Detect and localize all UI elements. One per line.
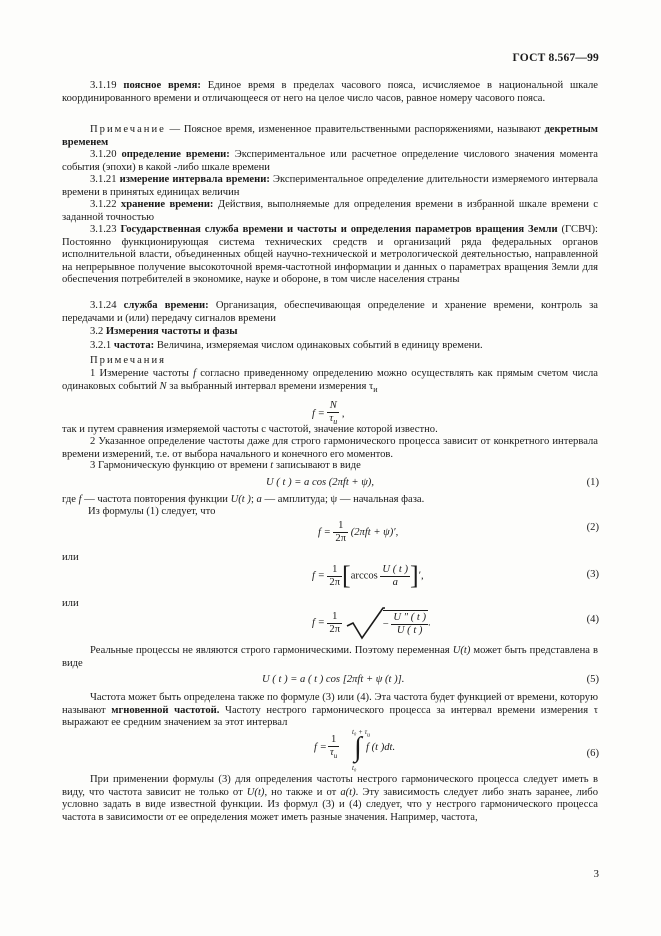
formula-1-number: (1) (586, 477, 599, 488)
clause-text: Величина, измеряемая числом одинаковых событий в единицу времени. (154, 340, 483, 351)
note-label: Примечание (90, 124, 166, 135)
notes-label: Примечания (90, 355, 166, 366)
symbol-f: f (193, 368, 197, 379)
clause-text: Экспериментальное или расчетное определение числового значения момента события (эпохи) в какой -либо шкале времени (62, 149, 598, 173)
section-number: 3.2 (90, 326, 104, 337)
clause-number: 3.1.22 (90, 199, 117, 210)
formula-3: f = $\frac{1}{2\pi}$ [arccos $\frac{U ( t )}{a}$ ]′, (312, 561, 424, 590)
clause-term: частота: (113, 340, 155, 351)
note-2: 2 Указанное определение частоты даже для строго гармонического процесса зависит от конкретного интервала времени измерений, т.е. от выбора начального и конечного его моментов. (62, 436, 598, 460)
section-3-2 (62, 326, 598, 339)
clause-text: (ГСВЧ): Постоянно функционирующая система технических средств и организаций ряда федеральных органов исполнительной власти, объединенных общей научно-технической и метрологической деятельностью, направленной на непрерывное получение высокоточной время-частотной информации и данных о параметрах вращения Земли для обеспечения потребителей в экономике, науке и обороне, в том числе населения страны (62, 224, 599, 286)
clause-term: определение времени: (121, 149, 230, 160)
clause-number: 3.2.1 (90, 340, 112, 351)
clause-3-1-24 (62, 300, 598, 325)
symbol-n: N (159, 380, 167, 392)
formula-2: f = $\frac{1}{2\pi}$ (2πft + ψ)′, (318, 520, 399, 544)
formula-5: U ( t ) = a ( t ) cos [2πft + ψ (t )]. (262, 674, 405, 685)
formula-1-legend: где f — частота повторения функции U(t ); a — амплитуда; ψ — начальная фаза. (62, 494, 425, 505)
clause-text: Действия, выполняемые для определения времени в избранной шкале времени с заданной точностью (62, 199, 599, 223)
clause-3-1-20 (62, 149, 598, 174)
document-page: ГОСТ 8.567—99 3.1.19 поясное время: Единое время в пределах часового пояса, исчисляемое в национальной шкале координированного времени и отличающееся от него на целое число часов, равное номеру часового пояса. Примечание — Поясное время, измененное правительственными распоряжениями, называют декретным временем 3.1.20 определение времени: Экспериментальное или расчетное определение числового значения момента события (эпохи) в какой -либо шкале времени 3.1.21 измерение интервала времени: Экспериментальное определение длительности измеряемого интервала времени в принятых единицах величин 3.1.22 хранение времени: Действия, выполняемые для определения времени в избранной шкале времени с заданной точностью 3.1.23 Государственная служба времени и частоты и определения параметров вращения Земли (ГСВЧ): Постоянно функционирующая система технических средств и организаций ряда федеральных органов исполнительной власти, объединенных общей научно-технической и метрологической деятельностью, направленной на непрерывное получение высокоточной время-частотной информации и данных о параметрах вращения Земли для обеспечения потребителей в экономике, науке и обороне, в том числе населения страны 3.1.24 служба времени: Организация, обеспечивающая определение и хранение времени, контроль за передачами и (или) передачу сигналов времени 3.2 Измерения частоты и фазы 3.2.1 частота: Величина, измеряемая числом одинаковых событий в единицу времени. Примечания 1 Измерение частоты f согласно приведенному определению можно осуществлять как прямым счетом числа одинаковых событий N за выбранный интервал времени измерения $\tau_и$ f = $\frac{N}{\tau_и}$ , так и путем сравнения измеряемой частоты с частотой, значение которой известно. 2 Указанное определение частоты даже для строго гармонического процесса зависит от конкретного интервала времени измерений, т.е. от выбора начального и конечного его моментов. 3 Гармоническую функцию от времени t записывают в виде U ( t ) = a cos (2πft + ψ), (1) где f — частота повторения функции U(t ); a — амплитуда; ψ — начальная фаза. Из формулы (1) следует, что f = $\frac{1}{2\pi}$ (2πft + ψ)′, (2) или f = $\frac{1}{2\pi}$ [arccos $\frac{U ( t )}{a}$ ]′, (3) или f = $\frac{1}{2\pi}$ − $\frac{U '' ( t )}{U ( t )}$ . (4) Реальные процессы не являются строго гармоническими. Поэтому переменная U(t) может быть представлена в виде U ( t ) = a ( t ) cos [2πft + ψ (t )]. (5) Частота может быть определена также по формуле (3) или (4). Эта частота будет функцией от времени, которую называют мгновенной частотой. Частоту нестрого гармонического процесса за интервал времени измерения τ выражают ее средним значением за этот интервал f = 1 $\tau_и$ $t_0 + \tau_и$ ∫ t₀ f (t )dt. (6) При применении формулы (3) для определения частоты нестрого гармонического процесса следует иметь в виду, что частота зависит не только от U(t), но также и от a(t). Эту зависимость следует либо знать заранее, либо условно задать в виде известной функции. Из формул (3) и (4) следует, что у нестрого гармонического процесса частота в зависимости от ее определения может иметь разные значения. Например, частота, 3 (62, 52, 599, 880)
from-formula-1: Из формулы (1) следует, что (88, 506, 216, 517)
formula-3-number: (3) (586, 569, 599, 580)
formula-5-number: (5) (586, 674, 599, 685)
document-header: ГОСТ 8.567—99 (512, 52, 599, 64)
formula-f-n-tau: f = $\frac{N}{\tau_и}$ , (312, 400, 345, 427)
clause-number: 3.1.24 (90, 300, 117, 311)
section-title: Измерения частоты и фазы (105, 326, 238, 337)
sqrt-sign-icon (345, 606, 385, 640)
paragraph-instant-frequency: Частота может быть определена также по формуле (3) или (4). Эта частота будет функцией от времени, которую называют мгновенной частотой. Частоту нестрого гармонического процесса за интервал времени измерения τ выражают ее средним значением за этот интервал (62, 692, 598, 729)
or-text-1: или (62, 552, 79, 563)
paragraph-real-processes: Реальные процессы не являются строго гармоническими. Поэтому переменная U(t) может быть представлена в виде (62, 645, 598, 669)
clause-term: поясное время: (123, 80, 201, 91)
clause-number: 3.1.21 (90, 174, 117, 185)
formula-4-number: (4) (586, 614, 599, 625)
clause-number: 3.1.23 (90, 224, 117, 235)
note-3: 3 Гармоническую функцию от времени t записывают в виде (90, 460, 361, 471)
or-text-2: или (62, 598, 79, 609)
clause-3-1-21 (62, 174, 598, 199)
clause-3-1-22 (62, 199, 598, 224)
clause-term: измерение интервала времени: (119, 174, 270, 185)
note-term: декретным временем (62, 124, 598, 148)
formula-6-number: (6) (586, 748, 599, 759)
clause-text: Экспериментальное определение длительности измеряемого интервала времени в принятых единицах величин (62, 174, 598, 198)
formula-4: f = $\frac{1}{2\pi}$ − $\frac{U '' ( t )}{U ( t )}$ . (312, 606, 431, 640)
clause-3-1-19 (62, 80, 598, 105)
integral-sign-icon: ∫ (354, 732, 362, 763)
clause-text: Единое время в пределах часового пояса, исчисляемое в национальной шкале координированного времени и отличающееся от него на целое число часов, равное номеру часового пояса. (62, 80, 598, 104)
formula-1: U ( t ) = a cos (2πft + ψ), (266, 477, 374, 488)
page-number: 3 (593, 868, 599, 880)
paragraph-final: При применении формулы (3) для определения частоты нестрого гармонического процесса следует иметь в виду, что частота зависит не только от U(t), но также и от a(t). Эту зависимость следует либо знать заранее, либо условно задать в виде известной функции. Из формул (3) и (4) следует, что у нестрого гармонического процесса частота в зависимости от ее определения может иметь разные значения. Например, частота, (62, 774, 598, 823)
clause-term: хранение времени: (120, 199, 214, 210)
clause-number: 3.1.19 (90, 80, 117, 91)
clause-term: служба времени: (123, 300, 209, 311)
clause-term: Государственная служба времени и частоты и определения параметров вращения Земли (120, 224, 558, 235)
clause-number: 3.1.20 (90, 149, 117, 160)
clause-text: Организация, обеспечивающая определение и хранение времени, контроль за передачами и (или) передачу сигналов времени (62, 300, 598, 324)
note-1: 1 Измерение частоты f согласно приведенному определению можно осуществлять как прямым счетом числа одинаковых событий N за выбранный интервал времени измерения $\tau_и$ (62, 368, 599, 394)
term-instant-frequency: мгновенной частотой. (111, 704, 220, 716)
note-1-continued: так и путем сравнения измеряемой частоты с частотой, значение которой известно. (62, 424, 438, 435)
clause-3-2-1 (62, 340, 598, 353)
formula-2-number: (2) (586, 522, 599, 533)
note-3-1-19 (62, 124, 598, 149)
clause-3-1-23 (62, 224, 598, 287)
note-text: — Поясное время, измененное правительственными распоряжениями, называют (165, 124, 545, 135)
